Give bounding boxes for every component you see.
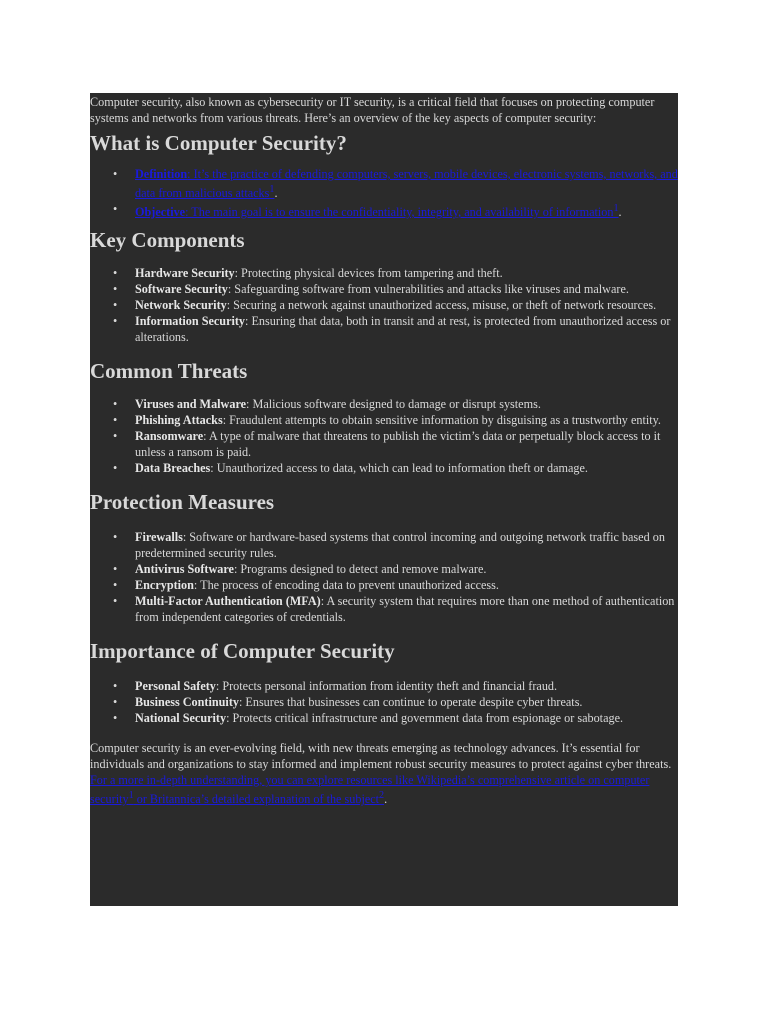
list-item: • Software Security: Safeguarding software from vulnerabilities and attacks like viruses and malware. bbox=[135, 281, 678, 297]
document-page bbox=[90, 93, 678, 906]
resources-link[interactable]: For a more in-depth understanding, you can explore resources like Wikipedia’s comprehensive article on computer security$^1$ or Britannica’s detailed explanation of the subject$^2$ bbox=[90, 773, 650, 807]
list-item: • Business Continuity: Ensures that businesses can continue to operate despite cyber threats. bbox=[135, 694, 678, 710]
list-common-threats bbox=[90, 396, 678, 476]
list-what-is bbox=[90, 166, 678, 220]
list-item: • Data Breaches: Unauthorized access to data, which can lead to information theft or damage. bbox=[135, 460, 678, 476]
list-item: • Firewalls: Software or hardware-based systems that control incoming and outgoing network traffic based on predetermined security rules. bbox=[135, 529, 678, 561]
conclusion-paragraph: Computer security is an ever-evolving field, with new threats emerging as technology advances. It’s essential for individuals and organizations to stay informed and implement robust security measures to protect against cyber threats. For a more in-depth understanding, you can explore resources like Wikipedia’s comprehensive article on computer security$^1$ or Britannica’s detailed explanation of the subject$^2$. bbox=[90, 741, 672, 807]
list-item: • National Security: Protects critical infrastructure and government data from espionage or sabotage. bbox=[135, 710, 678, 726]
list-item[interactable]: • Definition: It’s the practice of defending computers, servers, mobile devices, electronic systems, networks, and data from malicious attacks$^1$. bbox=[135, 166, 678, 201]
heading-protection-measures: Protection Measures bbox=[90, 490, 275, 515]
heading-common-threats: Common Threats bbox=[90, 359, 248, 384]
heading-key-components: Key Components bbox=[90, 228, 245, 253]
heading-what-is: What is Computer Security? bbox=[90, 131, 347, 155]
list-item: • Phishing Attacks: Fraudulent attempts to obtain sensitive information by disguising as a trustworthy entity. bbox=[135, 412, 678, 428]
list-item: • Hardware Security: Protecting physical devices from tampering and theft. bbox=[135, 265, 678, 281]
list-item: • Network Security: Securing a network against unauthorized access, misuse, or theft of network resources. bbox=[135, 297, 678, 313]
list-item: • Ransomware: A type of malware that threatens to publish the victim’s data or perpetually block access to it unless a ransom is paid. bbox=[135, 428, 678, 460]
list-item: • Personal Safety: Protects personal information from identity theft and financial fraud. bbox=[135, 678, 678, 694]
list-item: • Multi-Factor Authentication (MFA): A security system that requires more than one method of authentication from independent categories of credentials. bbox=[135, 593, 678, 625]
list-item: • Antivirus Software: Programs designed to detect and remove malware. bbox=[135, 561, 678, 577]
list-importance bbox=[90, 678, 678, 726]
heading-importance: Importance of Computer Security bbox=[90, 639, 395, 664]
definition-link[interactable]: Definition: It’s the practice of defending computers, servers, mobile devices, electronic systems, networks, and data from malicious attacks$^1$ bbox=[135, 167, 678, 201]
list-item: • Encryption: The process of encoding data to prevent unauthorized access. bbox=[135, 577, 678, 593]
list-item: • Information Security: Ensuring that data, both in transit and at rest, is protected from unauthorized access or alterations. bbox=[135, 313, 678, 345]
list-protection-measures bbox=[90, 529, 678, 625]
intro-paragraph: Computer security, also known as cybersecurity or IT security, is a critical field that focuses on protecting computer systems and networks from various threats. Here’s an overview of the key aspects of computer security: bbox=[90, 95, 655, 125]
list-key-components bbox=[90, 265, 678, 345]
list-item: • Viruses and Malware: Malicious software designed to damage or disrupt systems. bbox=[135, 396, 678, 412]
list-item[interactable]: • Objective: The main goal is to ensure the confidentiality, integrity, and availability of information$^1$. bbox=[135, 201, 678, 220]
objective-link[interactable]: Objective: The main goal is to ensure the confidentiality, integrity, and availability of information$^1$ bbox=[135, 203, 619, 220]
